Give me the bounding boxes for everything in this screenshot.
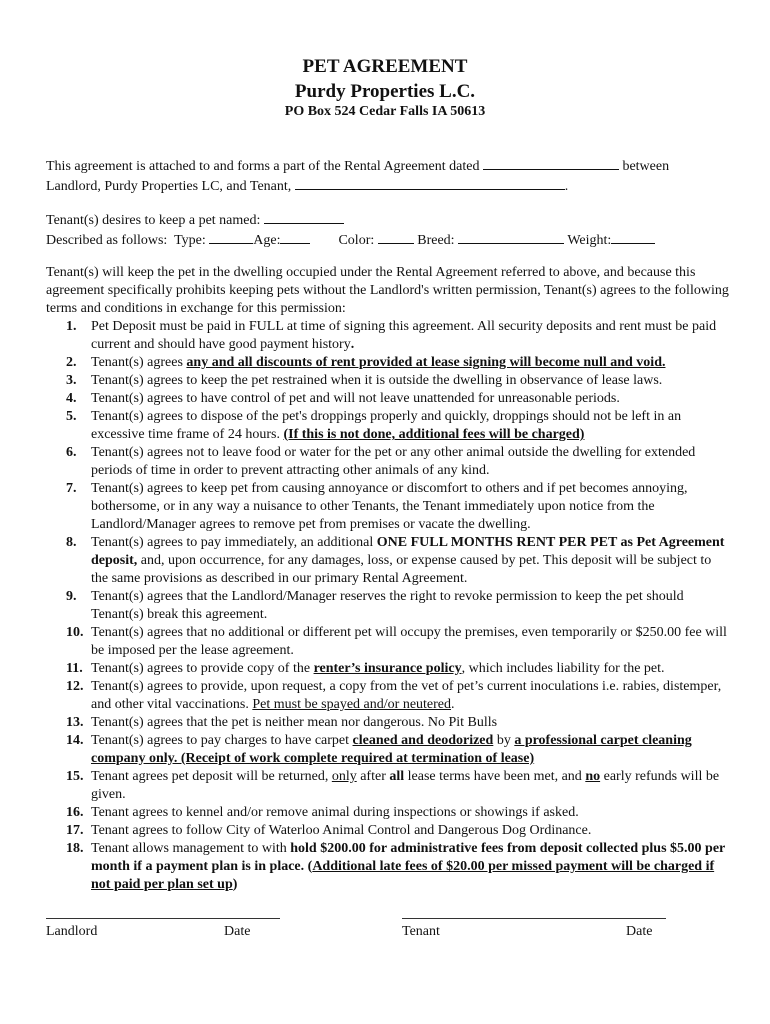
- item-text: Pet Deposit must be paid in FULL at time of signing this agreement. All security deposits and rent must be paid current and should have good payment history: [91, 319, 717, 352]
- list-item: [46, 678, 730, 714]
- pet-name-blank[interactable]: [264, 210, 344, 224]
- item-text: (: [304, 859, 313, 874]
- item-text: Tenant agrees pet deposit will be returned,: [91, 769, 332, 784]
- landlord-label: Landlord: [46, 924, 98, 939]
- color-blank[interactable]: [378, 230, 414, 244]
- terms-list: [46, 318, 730, 894]
- item-text: Tenant(s) agrees to keep pet from causing annoyance or discomfort to others and if pet becomes annoying, bothersome, or in any way a nuisance to other Tenants, the Tenant immediately upon notice from the Landlord/Manager agrees to remove pet from premises or vacate the dwelling.: [91, 481, 688, 532]
- item-text: ): [232, 877, 238, 892]
- list-item: [46, 768, 730, 804]
- item-text: Tenant(s) agrees to provide copy of the: [91, 661, 314, 676]
- age-blank[interactable]: [280, 230, 310, 244]
- item-number: 2.: [66, 355, 77, 370]
- item-number: 12.: [66, 679, 84, 694]
- item-number: 4.: [66, 391, 77, 406]
- item-text: Tenant(s) agrees that the pet is neither mean nor dangerous. No Pit Bulls: [91, 715, 498, 730]
- item-text: Tenant(s) agrees: [91, 355, 187, 370]
- item-text: , which includes liability for the pet.: [461, 661, 665, 676]
- item-number: 9.: [66, 589, 77, 604]
- item-text: Tenant(s) agrees that no additional or different pet will occupy the premises, even temporarily or $250.00 fee will be imposed per the lease agreement.: [91, 625, 727, 658]
- document-title: PET AGREEMENT: [302, 56, 468, 77]
- item-number: 8.: [66, 535, 77, 550]
- described-label: Described as follows:: [46, 233, 168, 248]
- item-text-emphasis: Pet must be spayed and/or neutered: [252, 697, 452, 712]
- item-text: Tenant agrees to follow City of Waterloo Animal Control and Dangerous Dog Ordinance.: [91, 823, 592, 838]
- item-text: Tenant(s) agrees to pay charges to have carpet: [91, 733, 353, 748]
- list-item: [46, 840, 730, 894]
- list-item: [46, 390, 730, 408]
- list-item: [46, 822, 730, 840]
- item-number: 1.: [66, 319, 77, 334]
- item-number: 14.: [66, 733, 84, 748]
- age-label: Age:: [253, 233, 281, 248]
- terms-section: [46, 264, 730, 894]
- breed-label: Breed:: [417, 233, 455, 248]
- item-text: Tenant(s) agrees to pay immediately, an additional: [91, 535, 377, 550]
- item-text-emphasis: only: [331, 769, 357, 784]
- tenant-signature-line[interactable]: [402, 918, 666, 919]
- item-text-emphasis: no: [585, 769, 601, 784]
- list-item: [46, 804, 730, 822]
- item-text: by: [493, 733, 515, 748]
- pet-description: [46, 210, 730, 250]
- list-item: [46, 444, 730, 480]
- item-text: Tenant agrees to kennel and/or remove animal during inspections or showings if asked.: [91, 805, 579, 820]
- intro-text-1: This agreement is attached to and forms a part of the Rental Agreement dated: [46, 159, 480, 174]
- item-text: lease terms have been met, and: [404, 769, 586, 784]
- type-blank[interactable]: [209, 230, 253, 244]
- tenant-name-blank[interactable]: [295, 176, 565, 190]
- tenant-label: Tenant: [402, 924, 440, 939]
- company-name: Purdy Properties L.C.: [294, 81, 476, 102]
- intro-text-2: between: [622, 159, 670, 174]
- item-text-emphasis: all: [389, 769, 405, 784]
- item-text: Tenant(s) agrees that the Landlord/Manager reserves the right to revoke permission to keep the pet should Tenant(s) break this agreement.: [91, 589, 684, 622]
- item-text: and, upon occurrence, for any damages, loss, or expense caused by pet. This deposit will be subject to the same provisions as described in our primary Rental Agreement.: [91, 553, 712, 586]
- item-text-emphasis: hold $200.00 for administrative fees from deposit collected plus $5.00 per month if a payment plan is in place.: [91, 841, 726, 874]
- weight-blank[interactable]: [611, 230, 655, 244]
- intro-paragraph: [46, 156, 730, 196]
- type-label: Type:: [174, 233, 206, 248]
- item-text: Tenant(s) agrees to have control of pet and will not leave unattended for unreasonable periods.: [91, 391, 620, 406]
- item-text-emphasis: any and all discounts of rent provided at lease signing will become null and void.: [186, 355, 666, 370]
- item-text: Tenant(s) agrees to provide, upon request, a copy from the vet of pet’s current inoculations i.e. rabies, distemper, and other vital vaccinations.: [91, 679, 722, 712]
- item-text: Tenant(s) agrees not to leave food or water for the pet or any other animal outside the dwelling for extended periods of time in order to prevent attracting other animals of any kind.: [91, 445, 696, 478]
- item-text-emphasis: a professional carpet cleaning company only. (Receipt of work complete required at termination of lease): [91, 733, 692, 766]
- item-text-emphasis: renter’s insurance policy: [313, 661, 462, 676]
- item-text: Tenant(s) agrees to keep the pet restrained when it is outside the dwelling in observance of lease laws.: [91, 373, 663, 388]
- item-text: .: [451, 697, 455, 712]
- item-text: early refunds will be given.: [91, 769, 720, 802]
- item-text: .: [350, 337, 355, 352]
- item-text-emphasis: cleaned and deodorized: [352, 733, 494, 748]
- list-item: [46, 624, 730, 660]
- list-item: [46, 480, 730, 534]
- intro-text-3: Landlord, Purdy Properties LC, and Tenant,: [46, 179, 292, 194]
- item-text-emphasis: (If this is not done, additional fees will be charged): [283, 427, 585, 442]
- color-label: Color:: [338, 233, 375, 248]
- list-item: [46, 318, 730, 354]
- list-item: [46, 732, 730, 768]
- landlord-signature-line[interactable]: [46, 918, 280, 919]
- item-number: 6.: [66, 445, 77, 460]
- item-number: 13.: [66, 715, 84, 730]
- item-number: 3.: [66, 373, 77, 388]
- list-item: [46, 588, 730, 624]
- list-item: [46, 372, 730, 390]
- item-text-emphasis: Additional late fees of $20.00 per missed payment will be charged if not paid per plan set up: [91, 859, 715, 892]
- item-number: 16.: [66, 805, 84, 820]
- item-number: 7.: [66, 481, 77, 496]
- item-number: 17.: [66, 823, 84, 838]
- breed-blank[interactable]: [458, 230, 564, 244]
- list-item: [46, 714, 730, 732]
- item-number: 10.: [66, 625, 84, 640]
- terms-intro: Tenant(s) will keep the pet in the dwelling occupied under the Rental Agreement referred to above, and because this agreement specifically prohibits keeping pets without the Landlord's written permission, Tenant(s) agrees to the following terms and conditions in exchange for this permission:: [46, 265, 729, 316]
- list-item: [46, 408, 730, 444]
- list-item: [46, 534, 730, 588]
- item-number: 18.: [66, 841, 84, 856]
- item-text-emphasis: ONE FULL MONTHS RENT PER PET as Pet Agreement deposit,: [91, 535, 725, 568]
- item-number: 11.: [66, 661, 83, 676]
- weight-label: Weight:: [567, 233, 612, 248]
- tenant-date-label: Date: [626, 924, 653, 939]
- intro-text-4: .: [564, 179, 569, 194]
- rental-date-blank[interactable]: [483, 156, 619, 170]
- item-text: Tenant(s) agrees to dispose of the pet's droppings properly and quickly, droppings should not be left in an excessive time frame of 24 hours.: [91, 409, 682, 442]
- item-number: 5.: [66, 409, 77, 424]
- company-address: PO Box 524 Cedar Falls IA 50613: [284, 104, 486, 119]
- item-number: 15.: [66, 769, 84, 784]
- list-item: [46, 660, 730, 678]
- item-text: after: [356, 769, 390, 784]
- pet-name-label: Tenant(s) desires to keep a pet named:: [46, 213, 261, 228]
- landlord-date-label: Date: [224, 924, 251, 939]
- list-item: [46, 354, 730, 372]
- item-text: Tenant allows management to with: [91, 841, 291, 856]
